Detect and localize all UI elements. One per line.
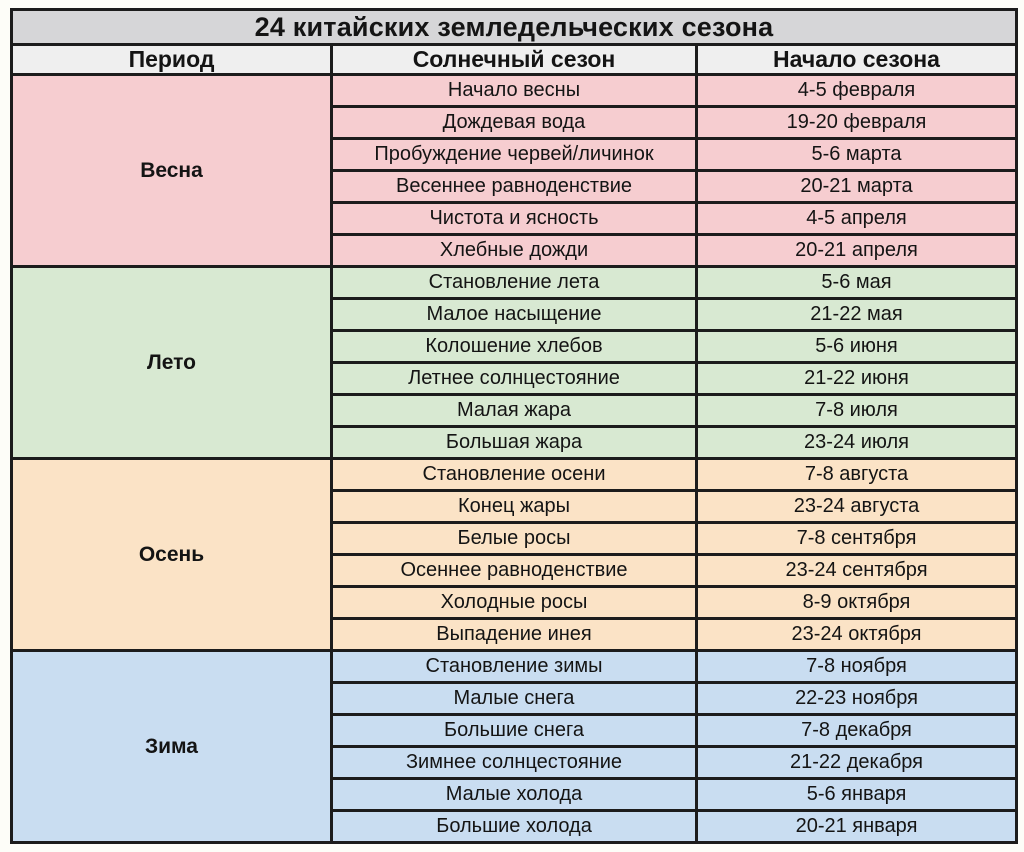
solar-season-cell: Становление лета [332,267,697,299]
season-start-cell: 23-24 июля [697,427,1017,459]
season-start-cell: 7-8 сентября [697,523,1017,555]
seasons-table [10,8,1018,844]
solar-season-cell: Чистота и ясность [332,203,697,235]
period-cell-winter: Зима [12,651,332,843]
season-start-cell: 20-21 апреля [697,235,1017,267]
season-start-cell: 21-22 декабря [697,747,1017,779]
solar-season-cell: Большая жара [332,427,697,459]
season-start-cell: 20-21 января [697,811,1017,843]
season-start-cell: 7-8 ноября [697,651,1017,683]
solar-season-cell: Малые холода [332,779,697,811]
solar-season-cell: Колошение хлебов [332,331,697,363]
season-start-cell: 5-6 июня [697,331,1017,363]
solar-season-cell: Малая жара [332,395,697,427]
solar-season-cell: Начало весны [332,75,697,107]
season-start-cell: 23-24 августа [697,491,1017,523]
table-title: 24 китайских земледельческих сезона [12,10,1017,45]
season-start-cell: 21-22 июня [697,363,1017,395]
table-title-row [12,10,1017,45]
period-cell-summer: Лето [12,267,332,459]
season-start-cell: 19-20 февраля [697,107,1017,139]
table-row [12,75,1017,107]
table-row [12,267,1017,299]
solar-season-cell: Большие холода [332,811,697,843]
season-start-cell: 5-6 мая [697,267,1017,299]
season-start-cell: 23-24 сентября [697,555,1017,587]
table-row [12,459,1017,491]
season-start-cell: 5-6 марта [697,139,1017,171]
period-cell-spring: Весна [12,75,332,267]
solar-season-cell: Осеннее равноденствие [332,555,697,587]
column-header-solar-season: Солнечный сезон [332,45,697,75]
period-cell-autumn: Осень [12,459,332,651]
table-row [12,651,1017,683]
solar-season-cell: Малые снега [332,683,697,715]
column-header-season-start: Начало сезона [697,45,1017,75]
solar-season-cell: Зимнее солнцестояние [332,747,697,779]
solar-season-cell: Становление осени [332,459,697,491]
table-header-row [12,45,1017,75]
season-start-cell: 4-5 февраля [697,75,1017,107]
season-start-cell: 23-24 октября [697,619,1017,651]
solar-season-cell: Конец жары [332,491,697,523]
season-start-cell: 5-6 января [697,779,1017,811]
solar-season-cell: Пробуждение червей/личинок [332,139,697,171]
solar-season-cell: Выпадение инея [332,619,697,651]
solar-season-cell: Дождевая вода [332,107,697,139]
solar-season-cell: Белые росы [332,523,697,555]
solar-season-cell: Летнее солнцестояние [332,363,697,395]
solar-season-cell: Холодные росы [332,587,697,619]
season-start-cell: 22-23 ноября [697,683,1017,715]
season-start-cell: 4-5 апреля [697,203,1017,235]
season-start-cell: 7-8 декабря [697,715,1017,747]
season-start-cell: 21-22 мая [697,299,1017,331]
season-start-cell: 20-21 марта [697,171,1017,203]
season-start-cell: 8-9 октября [697,587,1017,619]
season-start-cell: 7-8 августа [697,459,1017,491]
solar-season-cell: Большие снега [332,715,697,747]
season-start-cell: 7-8 июля [697,395,1017,427]
column-header-period: Период [12,45,332,75]
solar-season-cell: Малое насыщение [332,299,697,331]
solar-season-cell: Хлебные дожди [332,235,697,267]
solar-season-cell: Становление зимы [332,651,697,683]
solar-season-cell: Весеннее равноденствие [332,171,697,203]
